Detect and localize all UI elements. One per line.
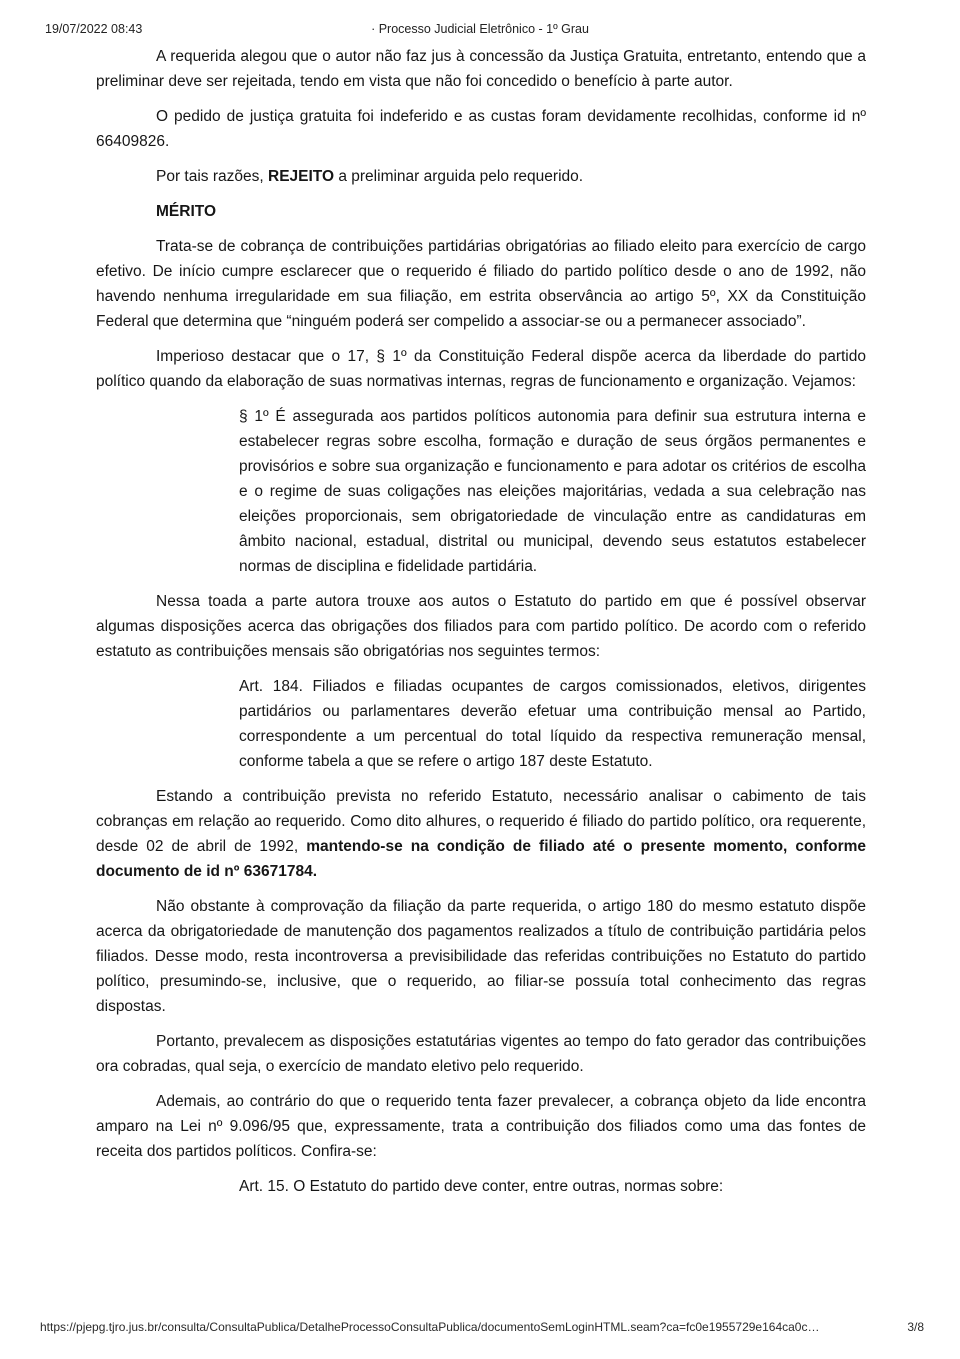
paragraph: [96, 164, 866, 189]
source-url: https://pjepg.tjro.jus.br/consulta/ConsultaPublica/DetalheProcessoConsultaPublica/documentoSemLoginHTML.seam?ca=fc0e1955729e164ca0c…: [40, 1320, 820, 1334]
print-header: [0, 22, 960, 38]
paragraph: [96, 1089, 866, 1164]
text-run-bold: mantendo-se na condição de filiado até o presente momento, conforme documento de id nº 63671784.: [96, 838, 866, 880]
text-run: Por tais razões,: [156, 168, 268, 185]
quote-block: [239, 404, 866, 579]
text-run: Nessa toada a parte autora trouxe aos autos o Estatuto do partido em que é possível observar algumas disposições acerca das obrigações dos filiados para com partido político. De acordo com o referido estatuto as contribuições mensais são obrigatórias nos seguintes termos:: [96, 593, 866, 660]
paragraph: [96, 344, 866, 394]
text-run: Art. 184. Filiados e filiadas ocupantes de cargos comissionados, eletivos, dirigentes partidários ou parlamentares deverão efetuar uma contribuição mensal ao Partido, correspondente a um percentual do total líquido da respectiva remuneração mensal, conforme tabela a que se refere o artigo 187 deste Estatuto.: [239, 678, 866, 770]
paragraph: [96, 234, 866, 334]
paragraph: [96, 104, 866, 154]
paragraph: [96, 784, 866, 884]
paragraph: [96, 1029, 866, 1079]
text-run: Imperioso destacar que o 17, § 1º da Constituição Federal dispõe acerca da liberdade do partido político quando da elaboração de suas normativas internas, regras de funcionamento e organização. Vejamos:: [96, 348, 866, 390]
text-run: Ademais, ao contrário do que o requerido tenta fazer prevalecer, a cobrança objeto da lide encontra amparo na Lei nº 9.096/95 que, expressamente, trata a contribuição dos filiados como uma das fontes de receita dos partidos políticos. Confira-se:: [96, 1093, 866, 1160]
quote-block: [239, 1174, 866, 1199]
section-heading: [96, 199, 866, 224]
text-run: Art. 15. O Estatuto do partido deve conter, entre outras, normas sobre:: [239, 1178, 724, 1195]
text-run: A requerida alegou que o autor não faz jus à concessão da Justiça Gratuita, entretanto, entendo que a preliminar deve ser rejeitada, tendo em vista que não foi concedido o benefício à parte autor.: [96, 48, 866, 90]
print-title: · Processo Judicial Eletrônico - 1º Grau: [371, 22, 589, 36]
text-run: Estando a contribuição prevista no referido Estatuto, necessário analisar o cabimento de tais cobranças em relação ao requerido. Como dito alhures, o requerido é filiado do partido político, ora requerente, desde 02 de abril de 1992,: [96, 788, 866, 855]
text-run: Portanto, prevalecem as disposições estatutárias vigentes ao tempo do fato gerador das contribuições ora cobradas, qual seja, o exercício de mandato eletivo pelo requerido.: [96, 1033, 866, 1075]
text-run: § 1º É assegurada aos partidos políticos autonomia para definir sua estrutura interna e estabelecer regras sobre escolha, formação e duração de seus órgãos permanentes e provisórios e sobre sua organização e funcionamento e para adotar os critérios de escolha e o regime de suas coligações nas eleições majoritárias, vedada a sua celebração nas eleições proporcionais, sem obrigatoriedade de vinculação entre as candidaturas em âmbito nacional, estadual, distrital ou municipal, devendo seus estatutos estabelecer normas de disciplina e fidelidade partidária.: [239, 408, 866, 575]
print-footer: [40, 1320, 924, 1334]
paragraph: [96, 589, 866, 664]
text-run: O pedido de justiça gratuita foi indeferido e as custas foram devidamente recolhidas, conforme id nº 66409826.: [96, 108, 866, 150]
text-run: a preliminar arguida pelo requerido.: [334, 168, 584, 185]
paragraph: [96, 44, 866, 94]
text-run-bold: MÉRITO: [156, 203, 216, 220]
text-run: Trata-se de cobrança de contribuições partidárias obrigatórias ao filiado eleito para exercício de cargo efetivo. De início cumpre esclarecer que o requerido é filiado do partido político desde o ano de 1992, não havendo nenhuma irregularidade em sua filiação, em estrita observância ao artigo 5º, XX da Constituição Federal que determina que “ninguém poderá ser compelido a associar-se ou a permanecer associado”.: [96, 238, 866, 330]
text-run-bold: REJEITO: [268, 168, 335, 185]
quote-block: [239, 674, 866, 774]
document-body: [96, 44, 866, 1209]
page-indicator: 3/8: [907, 1320, 924, 1334]
text-run: Não obstante à comprovação da filiação da parte requerida, o artigo 180 do mesmo estatuto dispõe acerca da obrigatoriedade de manutenção dos pagamentos realizados a título de contribuição partidária pelos filiados. Desse modo, resta incontroversa a previsibilidade das referidas contribuições no Estatuto do partido político, presumindo-se, inclusive, que o requerido, ao filiar-se possuía total conhecimento das regras dispostas.: [96, 898, 866, 1015]
paragraph: [96, 894, 866, 1019]
print-datetime: 19/07/2022 08:43: [45, 22, 143, 36]
